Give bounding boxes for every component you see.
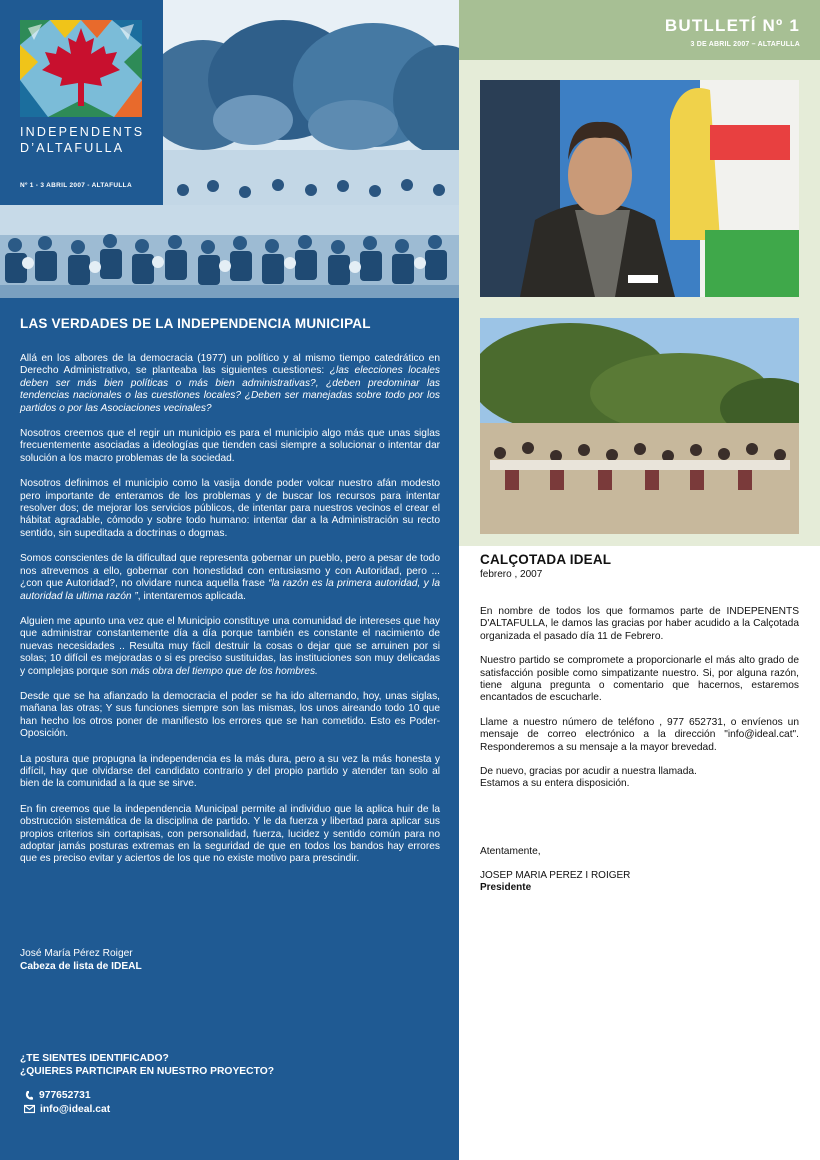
- event-title: CALÇOTADA IDEAL: [480, 552, 612, 567]
- event-paragraph-4: De nuevo, gracias por acudir a nuestra llamada. Estamos a su entera disposición.: [480, 766, 697, 790]
- issue-line: Nº 1 - 3 ABRIL 2007 - ALTAFULLA: [20, 182, 132, 189]
- signature-role: Cabeza de lista de IDEAL: [20, 961, 142, 972]
- article-paragraph-7: La postura que propugna la independencia es la más dura, pero a su vez la más honesta y difícil, hay que olvidarse del candidato contrario y del propio partido y atender tan solo al bien de la comunidad a la que se sirve.: [20, 753, 440, 790]
- org-name-line1: INDEPENDENTS: [20, 125, 145, 139]
- logo-block: [0, 0, 163, 205]
- bulletin-date: 3 DE ABRIL 2007 – ALTAFULLA: [690, 41, 800, 48]
- maple-leaf-logo: [20, 20, 142, 117]
- event-paragraph-2: Nuestro partido se compromete a proporcionarle el más alto grado de satisfacción posible como simpatizante nuestro. Si, por alguna razón, tiene alguna pregunta o comentario que hacernos, estaremos encantados de escucharle.: [480, 655, 799, 704]
- cta-line-2: ¿QUIERES PARTICIPAR EN NUESTRO PROYECTO?: [20, 1066, 275, 1077]
- organization-name: [20, 124, 160, 156]
- envelope-icon: [24, 1104, 35, 1114]
- closing-name: JOSEP MARIA PEREZ I ROIGER: [480, 870, 631, 881]
- trees-photo: [163, 0, 459, 205]
- article-paragraph-3: Nosotros definimos el municipio como la vasija donde poder volcar nuestro afán modesto pero importante de enteramos de los problemas y de buscar los recursos para intentar resolver dos; de mejorar los servicios públicos, de intentar para nuestros vecinos el crear el hábitat agradable, cómodo y sobre todo humano: intentar dar a la Administración su recto sentido, sin supeditada a doctrinas o dogmas.: [20, 478, 440, 539]
- cta-line-1: ¿TE SIENTES IDENTIFICADO?: [20, 1053, 169, 1064]
- bulletin-header: [459, 0, 820, 60]
- article-title: LAS VERDADES DE LA INDEPENDENCIA MUNICIPAL: [20, 316, 371, 331]
- article-paragraph-4: Somos conscientes de la dificultad que representa gobernar un pueblo, pero a pesar de todo nos atrevemos a ello, gobernar con honestidad con entusiasmo y con Autoridad, pero ... ¿con que Autoridad?, no olvidare nunca aquella frase “la razón es la primera autoridad, y la autoridad la ultima razón ”, intentaremos aplicada.: [20, 553, 440, 602]
- phone-icon: [24, 1090, 34, 1101]
- org-name-line2: D’ALTAFULLA: [20, 141, 125, 155]
- article: [20, 316, 440, 879]
- closing-greeting: Atentamente,: [480, 846, 541, 857]
- president-photo: [480, 80, 799, 297]
- article-paragraph-2: Nosotros creemos que el regir un municipio es para el municipio algo más que unas siglas frecuentemente asociadas a ideologías que tienden casi siempre a solucionar o intentar dar solución a los macro problemas de la sociedad.: [20, 428, 440, 464]
- event-date: febrero , 2007: [480, 569, 543, 580]
- contact-info: [24, 1089, 110, 1116]
- closing-role: Presidente: [480, 882, 532, 894]
- article-paragraph-5: Alguien me apunto una vez que el Municipio constituye una comunidad de intereses que hay que administrar constantemente día a día porque también es constante el nacimiento de nuevas necesidades .. Resulta muy fácil destruir la cosas o dejar que se arruinen por si solas; 10 difícil es mejoradas o si es preciso sustituidas, las instituciones son muy delicadas y complejas porque son más obra del tiempo que de los hombres.: [20, 615, 440, 677]
- email-link[interactable]: info@ideal.cat: [40, 1103, 111, 1115]
- article-paragraph-8: En fin creemos que la independencia Municipal permite al individuo que la aplica huir de la obstrucción sistemática de la disciplina de partido. Y le da fuerza y libertad para aplicar sus propios criterios sin cortapisas, con personalidad, fuerza, lucidez y sentido común para no adoptar jamás posturas extremas en la seguridad de que en todos los bandos hay errores que es preciso evitar y aciertos de los que no existe motivo para prescindir.: [20, 803, 440, 865]
- crowd-photo: [0, 205, 459, 298]
- phone-number[interactable]: 977652731: [39, 1090, 91, 1101]
- calcotada-photo: [480, 318, 799, 534]
- contact-phone: [24, 1089, 110, 1103]
- maple-leaf-icon: [20, 20, 142, 117]
- call-to-action: [20, 1052, 274, 1078]
- bulletin-title: BUTLLETÍ Nº 1: [664, 16, 800, 35]
- signature-name: José María Pérez Roiger: [20, 948, 133, 959]
- photo-panel: [459, 60, 820, 546]
- article-paragraph-6: Desde que se ha afianzado la democracia el poder se ha ido alternando, hoy, unas siglas, mañana las otras; Y sus funciones siempre son las mismas, los unos aireando todo 10 que han hecho los otros poner de manifiesto los errores que se han cometido. Esto es Poder-Oposición.: [20, 690, 440, 740]
- article-paragraph-1: Allá en los albores de la democracia (1977) un político y al mismo tiempo catedrático en Derecho Administrativo, se planteaba las siguientes cuestiones: ¿las elecciones locales deben ser más bien políticas o más bien administrativas?, ¿deben predominar las tendencias nacionales o las cuestiones locales? ¿Deben ser manejadas sobre todo por los partidos o por las Asociaciones vecinales?: [20, 353, 440, 414]
- event-paragraph-3: Llame a nuestro número de teléfono , 977 652731, o envíenos un mensaje de correo electrónico a la dirección "info@ideal.cat". Responderemos a su mensaje a la mayor brevedad.: [480, 716, 799, 753]
- event-paragraph-1: En nombre de todos los que formamos parte de INDEPENENTS D'ALTAFULLA, le damos las gracias por haber acudido a la Calçotada organizada el pasado día 11 de Febrero.: [480, 606, 799, 642]
- article-signature: [20, 947, 142, 973]
- contact-email: [24, 1103, 110, 1117]
- closing-signature: [480, 870, 630, 895]
- event-article: [480, 552, 799, 803]
